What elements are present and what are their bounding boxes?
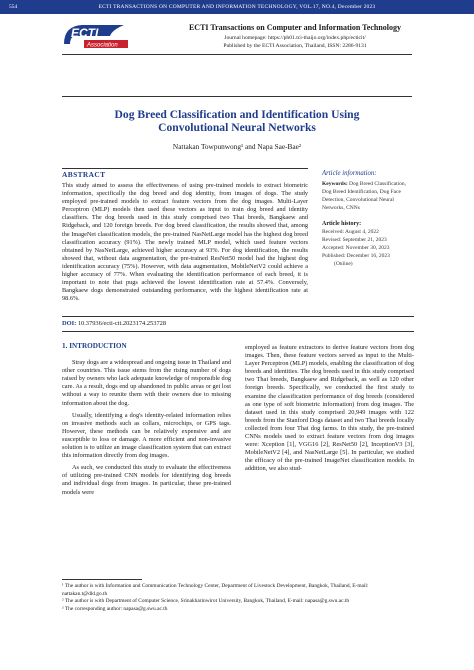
footnote-1: ¹ The author is with Information and Communication Technology Center, Department of Livestock Development, Bangkok, Thailand, E-mail: nattakan.t@dld.go.th (62, 583, 369, 597)
doi-rule-top (62, 316, 414, 317)
history-published: Published: December 16, 2023 (322, 253, 390, 259)
abstract-heading: ABSTRACT (62, 170, 106, 179)
paper-title-line-2: Convolutional Neural Networks (158, 121, 316, 134)
abstract-text: This study aimed to assess the effectiveness of using pre-trained models to extract biometric information, specifically the dog breed and dog identity, from images of dogs. The study employed pre-trained models to extract feature vectors from the dog images. Multi-Layer Perceptron (MLP) models then used these vectors as input to train dog breed and identity classifiers. The dog breeds used in this study comprised two Thai breeds, Bangkaew and Ridgeback, and 120 foreign breeds. For dog breed classification, the results showed that, among the ImageNet classification models, the pre-trained NasNetLarge model has the highest dog breed classification accuracy (91%). The newly trained MLP model, which used feature vectors obtained by NasNetLarge, achieved higher accuracy at 93%. For dog identification, the results showed that, without data augmentation, the pre-trained ResNet50 model had the highest dog identification accuracy (75%). However, with data augmentation, MobileNetV2 could achieve a higher accuracy of 77%. When evaluating the identification performance of each breed, it is important to note that pugs achieved the lowest identification rate at 57.4%. Conversely, Bangkaew dogs demonstrated outstanding performance, with the highest identification rate at 98.6%. (62, 182, 308, 303)
footnote-2: ² The author is with Department of Computer Science, Srinakharinwirot University, Bangkok, Thailand, E-mail: napasa@g.swu.ac.th (62, 598, 350, 605)
keywords-label: Keywords: (322, 181, 348, 187)
journal-name: ECTI Transactions on Computer and Information Technology (188, 23, 402, 32)
intro-paragraph-4: employed as feature extractors to derive feature vectors from dog images. Then, these feature vectors served as input to the Multi-Layer Perceptron (MLP) models, enabling the classification of dog breeds and identities. The dog breeds used in this study comprised two Thai breeds, Bangkaew and Ridgeback, as well as 120 other foreign breeds. Specifically, we conducted the first study to examine the classification performance of dog breeds (considered as one type of soft biometric information) from dog images. The dataset used in this study comprised 20,949 images with 122 breeds from the Stanford Dogs dataset and two Thai breeds locally collected from four Thai dog farms. In this study, the pre-trained CNNs models used to extract feature vectors from dog images were: Xception [1], VGG16 [2], ResNet50 [2], InceptionV3 [3], MobileNetV2 [4], and NasNetLarge [5]. In particular, we studied the efficacy of the pre-trained ImageNet classification models. In addition, we also stud- (245, 344, 414, 473)
journal-masthead (0, 20, 474, 98)
paper-title (40, 108, 434, 134)
intro-paragraph-2: Usually, identifying a dog's identity-related information relies on invasive methods such as collars, microchips, or GPS tags. However, these methods can be relatively expensive and are susceptible to loss or damage. A more efficient and non-invasive solution is to utilize an image classification system that can extract this information directly from dog images. (62, 411, 231, 460)
doi-rule-bottom (62, 331, 414, 332)
history-accepted: Accepted: November 30, 2023 (322, 245, 390, 251)
masthead-rule-top (62, 54, 412, 55)
article-info-heading: Article information: (322, 170, 377, 177)
article-information (322, 170, 414, 268)
journal-homepage[interactable]: Journal homepage: https://ph01.tci-thaijo.org/index.php/ecticit/ (224, 35, 366, 41)
journal-publisher: Published by the ECTI Association, Thailand, ISSN: 2286-9131 (223, 43, 367, 49)
article-history (322, 228, 414, 268)
running-header-text: ECTI TRANSACTIONS ON COMPUTER AND INFORMATION TECHNOLOGY, VOL.17, NO.4, December 2023 (98, 4, 376, 10)
footnote-3: ² The corresponding author: napasa@g.swu.ac.th (62, 605, 168, 612)
article-history-heading: Article history: (322, 221, 362, 227)
page-number: 554 (9, 4, 18, 10)
intro-paragraph-3: As such, we conducted this study to evaluate the effectiveness of utilizing pre-trained CNN models for identifying dog breeds and individual dogs from images. In particular, these pre-trained models were (62, 464, 231, 496)
footnotes (62, 583, 414, 613)
running-header (0, 0, 474, 14)
ecti-logo (62, 22, 132, 52)
logo-subtext: Association (87, 42, 118, 49)
history-online: (Online) (334, 261, 353, 267)
logo-wordmark: ECTI (71, 26, 99, 40)
paper-title-line-1: Dog Breed Classification and Identification Using (114, 108, 360, 121)
doi-line (62, 320, 166, 327)
abstract-rule-top (62, 168, 308, 169)
masthead-rule-bottom (62, 96, 412, 97)
abstract-section (62, 170, 308, 370)
body-column-left (62, 342, 231, 497)
footnote-rule (62, 579, 142, 580)
introduction-heading: 1. INTRODUCTION (62, 342, 127, 350)
intro-paragraph-1: Stray dogs are a widespread and ongoing issue in Thailand and other countries. This issue stems from the rising number of dogs raised by owners who lack adequate knowledge of responsible dog care. As a result, dogs end up abandoned in public areas or get lost without a way to reunite them with their owners due to missing information about the dog. (62, 359, 231, 407)
doi-value[interactable]: 10.37936/ecti-cit.2023174.253728 (77, 320, 167, 327)
paper-authors: Nattakan Towpunwong¹ and Napa Sae-Bae² (172, 142, 302, 151)
history-revised: Revised: September 21, 2023 (322, 237, 387, 243)
history-received: Received: August 4, 2022 (322, 229, 379, 235)
doi-label: DOI: (62, 320, 77, 327)
keywords-list: Dog Breed Classification, Dog Breed Identification, Dog Face Detection, Convolutional Neural Networks, CNNs (322, 181, 407, 211)
keywords (322, 180, 414, 212)
body-column-right (245, 344, 414, 474)
